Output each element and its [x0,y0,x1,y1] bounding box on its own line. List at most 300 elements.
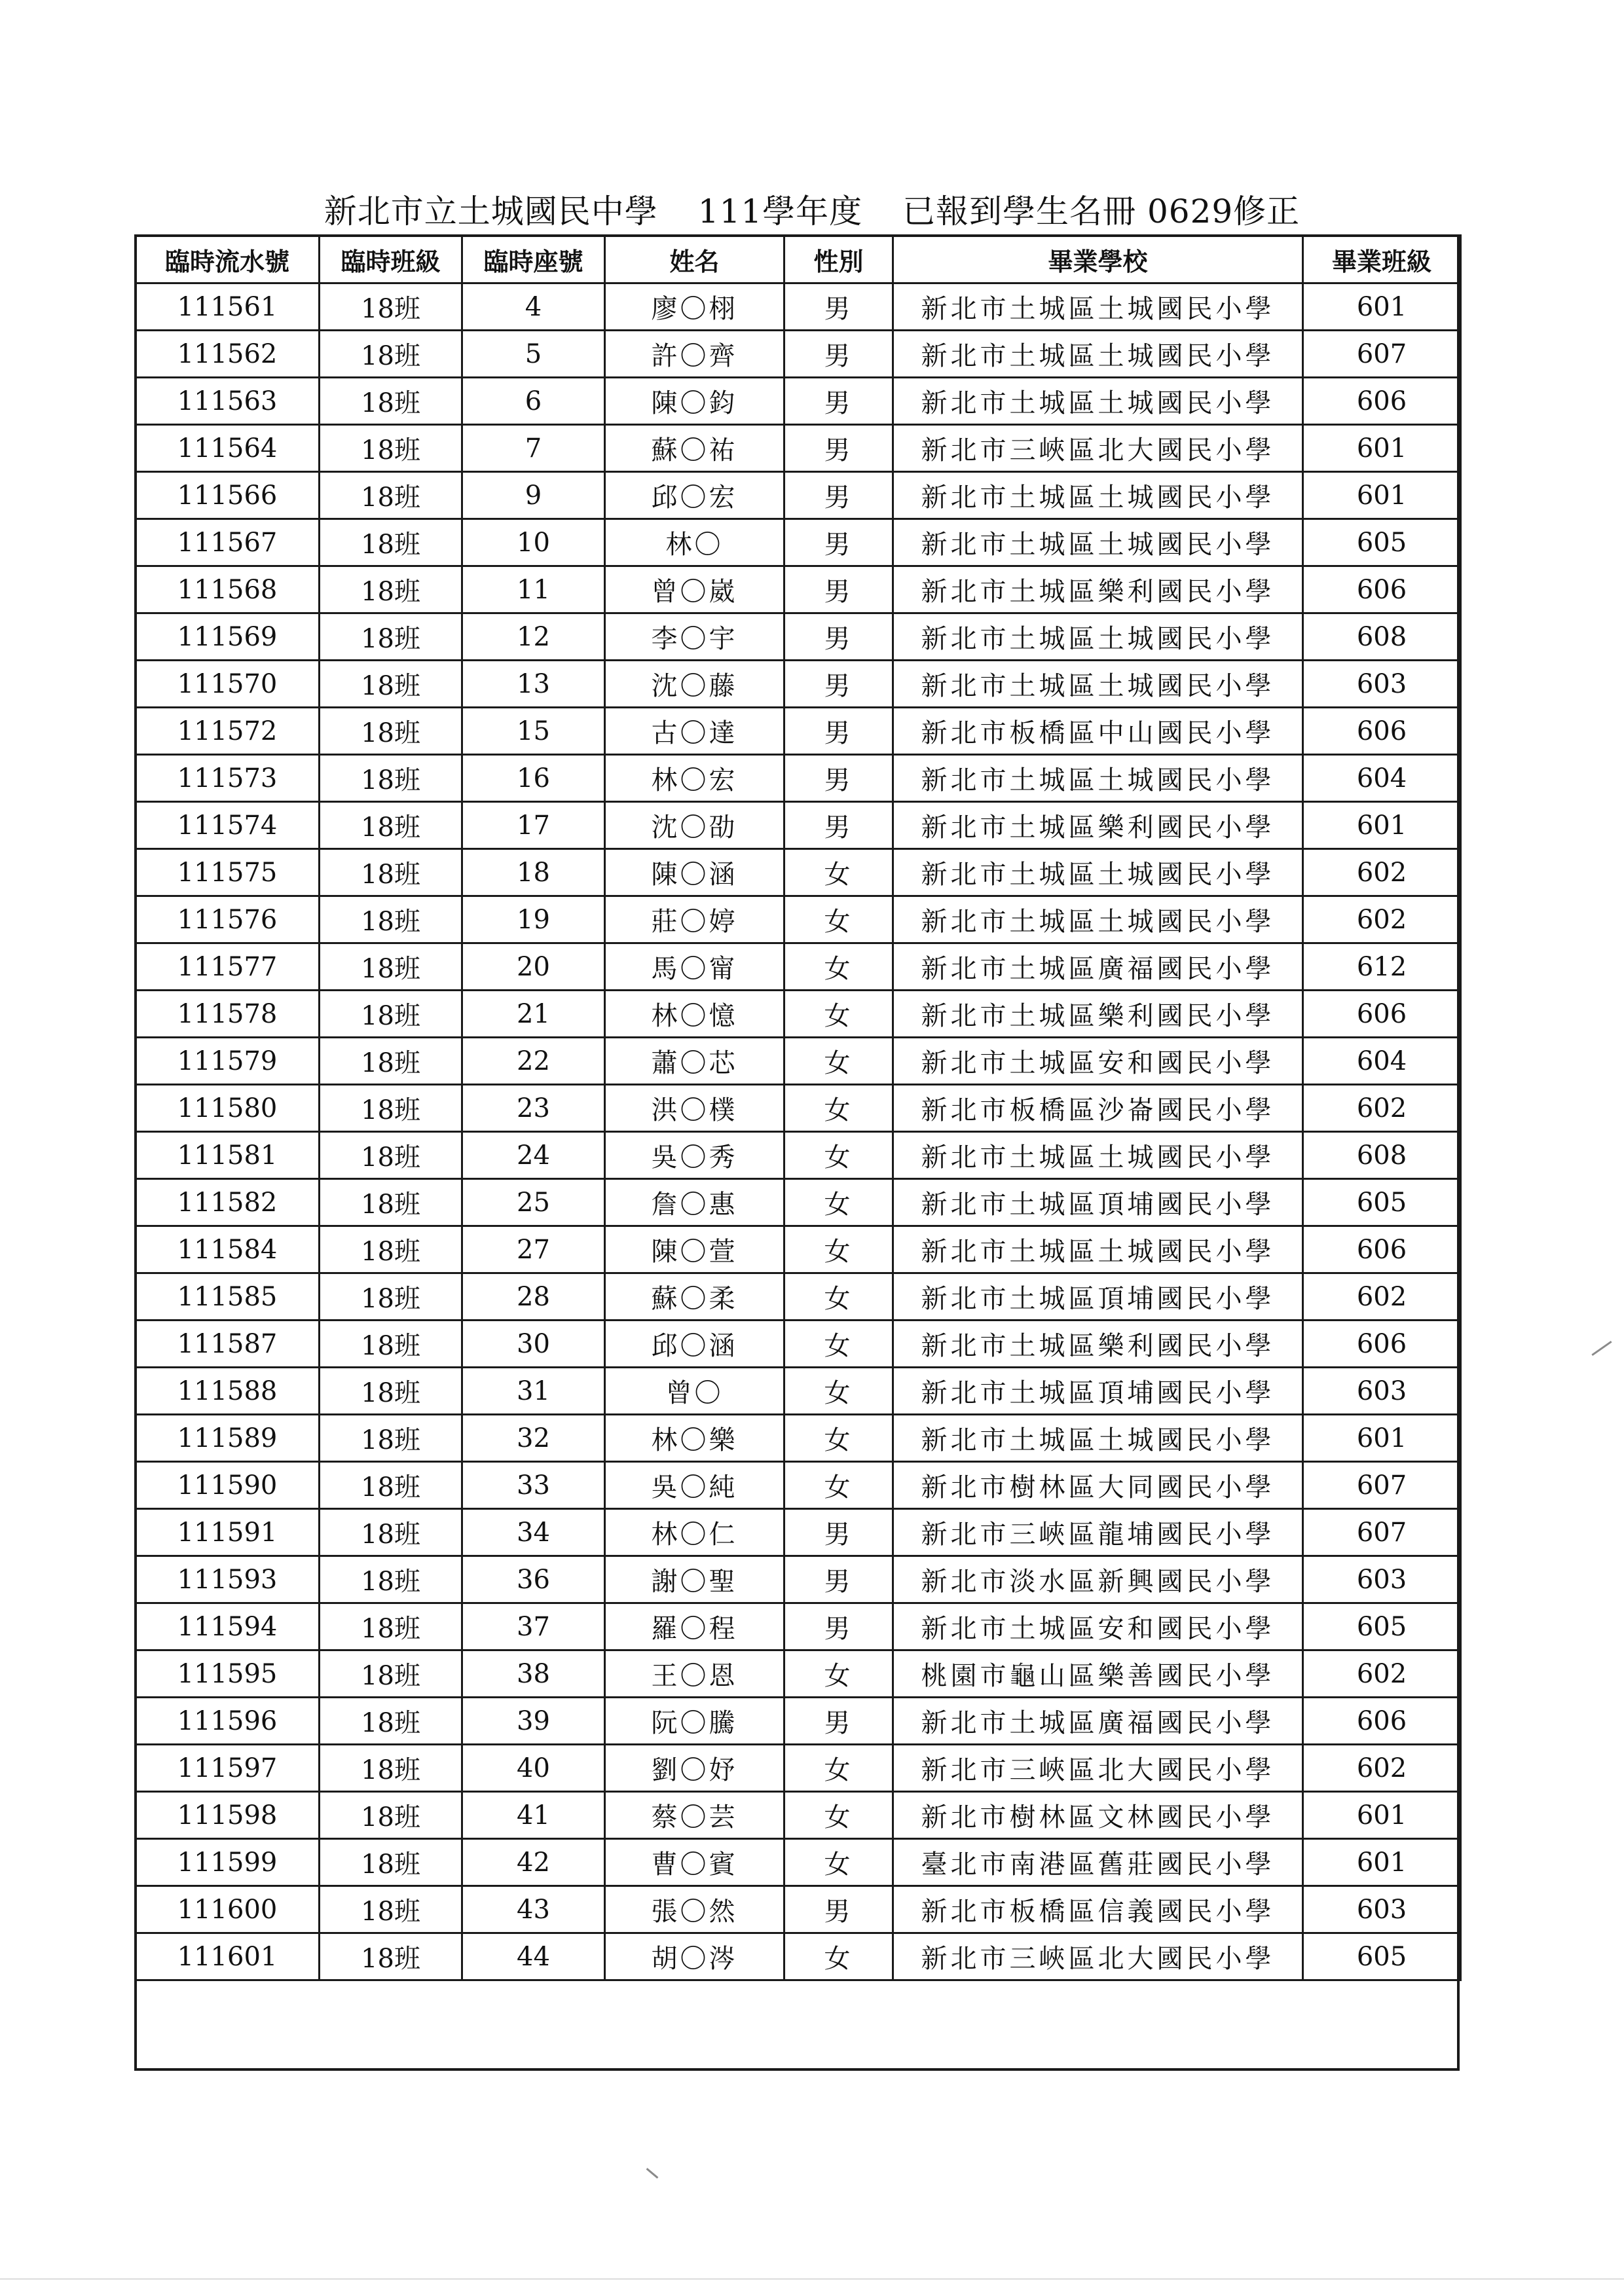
cell-seat-number: 10 [462,519,605,566]
cell-name: 洪〇樸 [605,1085,784,1132]
cell-graduated-school: 新北市土城區樂利國民小學 [893,991,1303,1038]
cell-graduated-school: 新北市土城區土城國民小學 [893,755,1303,802]
cell-graduated-class: 604 [1303,1038,1461,1085]
cell-name: 王〇恩 [605,1650,784,1698]
cell-graduated-class: 607 [1303,1462,1461,1509]
cell-graduated-class: 606 [1303,566,1461,613]
cell-temp-class: 18班 [320,1792,462,1839]
table-row [136,425,1461,472]
cell-name: 李〇宇 [605,613,784,661]
cell-serial-number: 111574 [136,802,320,849]
cell-serial-number: 111588 [136,1368,320,1415]
cell-temp-class: 18班 [320,613,462,661]
cell-name: 曹〇賓 [605,1839,784,1886]
scan-artifact-mark [1591,1341,1612,1356]
cell-gender: 男 [784,1603,893,1650]
cell-graduated-school: 新北市三峽區龍埔國民小學 [893,1509,1303,1556]
cell-temp-class: 18班 [320,1085,462,1132]
cell-gender: 女 [784,1650,893,1698]
cell-temp-class: 18班 [320,1415,462,1462]
table-row [136,613,1461,661]
cell-graduated-school: 新北市土城區土城國民小學 [893,472,1303,519]
cell-serial-number: 111598 [136,1792,320,1839]
cell-serial-number: 111580 [136,1085,320,1132]
cell-name: 謝〇聖 [605,1556,784,1603]
cell-name: 蔡〇芸 [605,1792,784,1839]
table-row [136,1509,1461,1556]
cell-seat-number: 23 [462,1085,605,1132]
cell-seat-number: 12 [462,613,605,661]
cell-graduated-school: 新北市土城區土城國民小學 [893,378,1303,425]
cell-gender: 男 [784,755,893,802]
cell-graduated-school: 新北市板橋區中山國民小學 [893,708,1303,755]
cell-graduated-school: 新北市淡水區新興國民小學 [893,1556,1303,1603]
cell-gender: 男 [784,472,893,519]
cell-seat-number: 30 [462,1321,605,1368]
cell-temp-class: 18班 [320,1462,462,1509]
cell-graduated-school: 新北市樹林區大同國民小學 [893,1462,1303,1509]
cell-seat-number: 39 [462,1698,605,1745]
cell-graduated-class: 606 [1303,991,1461,1038]
cell-serial-number: 111573 [136,755,320,802]
cell-temp-class: 18班 [320,1933,462,1980]
cell-serial-number: 111579 [136,1038,320,1085]
header-serial-number: 臨時流水號 [136,236,320,283]
cell-temp-class: 18班 [320,378,462,425]
cell-temp-class: 18班 [320,425,462,472]
table-row [136,661,1461,708]
cell-temp-class: 18班 [320,331,462,378]
table-row [136,283,1461,331]
header-row [136,236,1461,283]
cell-name: 林〇仁 [605,1509,784,1556]
table-row [136,1273,1461,1321]
cell-serial-number: 111576 [136,896,320,943]
cell-name: 林〇憶 [605,991,784,1038]
cell-graduated-school: 新北市土城區土城國民小學 [893,1132,1303,1179]
table-row [136,1132,1461,1179]
cell-graduated-school: 新北市土城區樂利國民小學 [893,1321,1303,1368]
cell-graduated-class: 602 [1303,896,1461,943]
cell-serial-number: 111601 [136,1933,320,1980]
cell-serial-number: 111569 [136,613,320,661]
cell-gender: 男 [784,283,893,331]
table-row [136,896,1461,943]
table-header [136,236,1461,283]
cell-seat-number: 13 [462,661,605,708]
cell-serial-number: 111597 [136,1745,320,1792]
cell-gender: 男 [784,708,893,755]
table-row [136,1226,1461,1273]
cell-seat-number: 11 [462,566,605,613]
cell-serial-number: 111577 [136,943,320,991]
cell-seat-number: 24 [462,1132,605,1179]
table-row [136,802,1461,849]
cell-seat-number: 15 [462,708,605,755]
cell-graduated-school: 桃園市龜山區樂善國民小學 [893,1650,1303,1698]
cell-temp-class: 18班 [320,1273,462,1321]
cell-seat-number: 19 [462,896,605,943]
cell-seat-number: 27 [462,1226,605,1273]
cell-name: 陳〇萱 [605,1226,784,1273]
cell-gender: 女 [784,1415,893,1462]
cell-temp-class: 18班 [320,1650,462,1698]
cell-graduated-school: 新北市土城區土城國民小學 [893,519,1303,566]
cell-graduated-school: 新北市土城區樂利國民小學 [893,566,1303,613]
cell-graduated-school: 新北市土城區頂埔國民小學 [893,1368,1303,1415]
cell-temp-class: 18班 [320,943,462,991]
cell-graduated-class: 603 [1303,1368,1461,1415]
cell-graduated-class: 612 [1303,943,1461,991]
cell-name: 廖〇栩 [605,283,784,331]
cell-graduated-school: 新北市土城區安和國民小學 [893,1603,1303,1650]
cell-temp-class: 18班 [320,849,462,896]
table-row [136,708,1461,755]
table-row [136,1415,1461,1462]
cell-serial-number: 111562 [136,331,320,378]
cell-name: 邱〇涵 [605,1321,784,1368]
table-row [136,1038,1461,1085]
cell-seat-number: 36 [462,1556,605,1603]
cell-serial-number: 111582 [136,1179,320,1226]
cell-name: 阮〇騰 [605,1698,784,1745]
cell-graduated-school: 新北市土城區土城國民小學 [893,1415,1303,1462]
cell-name: 沈〇藤 [605,661,784,708]
cell-name: 林〇樂 [605,1415,784,1462]
cell-seat-number: 22 [462,1038,605,1085]
cell-name: 蕭〇芯 [605,1038,784,1085]
table-row [136,1556,1461,1603]
cell-temp-class: 18班 [320,708,462,755]
cell-temp-class: 18班 [320,1839,462,1886]
cell-graduated-class: 606 [1303,708,1461,755]
cell-name: 莊〇婷 [605,896,784,943]
cell-temp-class: 18班 [320,802,462,849]
cell-temp-class: 18班 [320,1556,462,1603]
cell-gender: 男 [784,802,893,849]
cell-name: 陳〇涵 [605,849,784,896]
cell-graduated-class: 601 [1303,1792,1461,1839]
scan-edge-line [0,2278,1624,2280]
cell-serial-number: 111600 [136,1886,320,1933]
cell-gender: 男 [784,519,893,566]
cell-seat-number: 7 [462,425,605,472]
cell-temp-class: 18班 [320,1886,462,1933]
cell-graduated-school: 新北市土城區頂埔國民小學 [893,1179,1303,1226]
cell-name: 蘇〇柔 [605,1273,784,1321]
cell-graduated-class: 603 [1303,661,1461,708]
title-school-name: 新北市立土城國民中學 [323,192,658,230]
cell-graduated-class: 601 [1303,472,1461,519]
cell-gender: 女 [784,896,893,943]
cell-gender: 女 [784,1933,893,1980]
cell-temp-class: 18班 [320,1132,462,1179]
table-row [136,1933,1461,1980]
cell-name: 詹〇惠 [605,1179,784,1226]
cell-name: 曾〇 [605,1368,784,1415]
cell-graduated-school: 新北市土城區安和國民小學 [893,1038,1303,1085]
cell-serial-number: 111575 [136,849,320,896]
cell-seat-number: 40 [462,1745,605,1792]
cell-graduated-class: 601 [1303,425,1461,472]
table-row [136,991,1461,1038]
cell-seat-number: 32 [462,1415,605,1462]
cell-graduated-class: 602 [1303,1745,1461,1792]
cell-temp-class: 18班 [320,991,462,1038]
cell-name: 古〇達 [605,708,784,755]
cell-graduated-class: 603 [1303,1556,1461,1603]
cell-temp-class: 18班 [320,1038,462,1085]
cell-name: 胡〇涔 [605,1933,784,1980]
cell-seat-number: 6 [462,378,605,425]
cell-name: 馬〇甯 [605,943,784,991]
cell-seat-number: 16 [462,755,605,802]
table-row [136,1368,1461,1415]
cell-seat-number: 21 [462,991,605,1038]
cell-gender: 男 [784,661,893,708]
cell-gender: 女 [784,1792,893,1839]
table-row [136,331,1461,378]
cell-gender: 女 [784,991,893,1038]
cell-graduated-class: 602 [1303,1085,1461,1132]
cell-graduated-class: 601 [1303,283,1461,331]
cell-graduated-school: 新北市土城區廣福國民小學 [893,1698,1303,1745]
cell-graduated-class: 601 [1303,802,1461,849]
cell-graduated-school: 新北市樹林區文林國民小學 [893,1792,1303,1839]
cell-serial-number: 111595 [136,1650,320,1698]
cell-temp-class: 18班 [320,1179,462,1226]
table-row [136,849,1461,896]
cell-serial-number: 111587 [136,1321,320,1368]
cell-serial-number: 111564 [136,425,320,472]
document-title [134,189,1490,234]
cell-graduated-school: 新北市土城區土城國民小學 [893,849,1303,896]
cell-serial-number: 111599 [136,1839,320,1886]
table-row [136,378,1461,425]
header-graduated-school: 畢業學校 [893,236,1303,283]
table-row [136,943,1461,991]
cell-serial-number: 111581 [136,1132,320,1179]
cell-graduated-class: 605 [1303,1179,1461,1226]
cell-gender: 女 [784,943,893,991]
cell-gender: 女 [784,1368,893,1415]
cell-serial-number: 111570 [136,661,320,708]
cell-serial-number: 111563 [136,378,320,425]
table-row [136,1698,1461,1745]
cell-graduated-class: 605 [1303,519,1461,566]
cell-name: 張〇然 [605,1886,784,1933]
cell-graduated-school: 新北市三峽區北大國民小學 [893,1933,1303,1980]
cell-seat-number: 18 [462,849,605,896]
cell-graduated-school: 新北市板橋區沙崙國民小學 [893,1085,1303,1132]
cell-name: 劉〇妤 [605,1745,784,1792]
cell-graduated-class: 602 [1303,849,1461,896]
table-row [136,1603,1461,1650]
cell-graduated-school: 新北市土城區廣福國民小學 [893,943,1303,991]
cell-graduated-school: 臺北市南港區舊莊國民小學 [893,1839,1303,1886]
cell-serial-number: 111585 [136,1273,320,1321]
table-row [136,1462,1461,1509]
cell-name: 蘇〇祐 [605,425,784,472]
cell-gender: 女 [784,1273,893,1321]
header-graduated-class: 畢業班級 [1303,236,1461,283]
cell-name: 許〇齊 [605,331,784,378]
cell-graduated-school: 新北市三峽區北大國民小學 [893,1745,1303,1792]
scan-artifact-mark [646,2168,659,2178]
cell-graduated-school: 新北市土城區土城國民小學 [893,896,1303,943]
cell-name: 林〇宏 [605,755,784,802]
cell-seat-number: 9 [462,472,605,519]
cell-serial-number: 111578 [136,991,320,1038]
cell-temp-class: 18班 [320,519,462,566]
header-name: 姓名 [605,236,784,283]
cell-serial-number: 111596 [136,1698,320,1745]
cell-temp-class: 18班 [320,755,462,802]
cell-temp-class: 18班 [320,283,462,331]
cell-gender: 女 [784,1321,893,1368]
cell-serial-number: 111590 [136,1462,320,1509]
cell-seat-number: 17 [462,802,605,849]
cell-gender: 女 [784,849,893,896]
cell-graduated-class: 606 [1303,1698,1461,1745]
cell-serial-number: 111593 [136,1556,320,1603]
cell-graduated-class: 601 [1303,1415,1461,1462]
cell-serial-number: 111561 [136,283,320,331]
cell-gender: 男 [784,425,893,472]
cell-seat-number: 41 [462,1792,605,1839]
student-roster-table [134,234,1462,1981]
cell-name: 邱〇宏 [605,472,784,519]
table-row [136,1085,1461,1132]
cell-graduated-class: 606 [1303,1321,1461,1368]
cell-gender: 男 [784,613,893,661]
cell-gender: 女 [784,1462,893,1509]
cell-serial-number: 111572 [136,708,320,755]
cell-graduated-class: 602 [1303,1650,1461,1698]
cell-gender: 女 [784,1745,893,1792]
cell-gender: 女 [784,1132,893,1179]
cell-graduated-class: 608 [1303,1132,1461,1179]
cell-graduated-class: 607 [1303,331,1461,378]
cell-gender: 女 [784,1839,893,1886]
cell-graduated-class: 608 [1303,613,1461,661]
cell-seat-number: 38 [462,1650,605,1698]
cell-graduated-class: 606 [1303,378,1461,425]
table-row [136,1321,1461,1368]
cell-temp-class: 18班 [320,1321,462,1368]
table-row [136,1179,1461,1226]
cell-name: 沈〇劭 [605,802,784,849]
cell-serial-number: 111584 [136,1226,320,1273]
cell-serial-number: 111566 [136,472,320,519]
cell-seat-number: 25 [462,1179,605,1226]
cell-gender: 女 [784,1226,893,1273]
cell-seat-number: 37 [462,1603,605,1650]
cell-gender: 男 [784,566,893,613]
cell-temp-class: 18班 [320,472,462,519]
title-roster-name: 已報到學生名冊 0629修正 [902,192,1301,230]
cell-graduated-class: 606 [1303,1226,1461,1273]
cell-temp-class: 18班 [320,1603,462,1650]
cell-gender: 男 [784,1556,893,1603]
cell-seat-number: 31 [462,1368,605,1415]
cell-gender: 女 [784,1038,893,1085]
cell-name: 吳〇秀 [605,1132,784,1179]
cell-seat-number: 42 [462,1839,605,1886]
cell-graduated-class: 601 [1303,1839,1461,1886]
table-row [136,519,1461,566]
cell-gender: 男 [784,331,893,378]
cell-gender: 男 [784,1698,893,1745]
cell-graduated-school: 新北市土城區土城國民小學 [893,661,1303,708]
cell-temp-class: 18班 [320,661,462,708]
cell-temp-class: 18班 [320,1745,462,1792]
cell-graduated-class: 607 [1303,1509,1461,1556]
cell-graduated-school: 新北市土城區土城國民小學 [893,1226,1303,1273]
cell-temp-class: 18班 [320,566,462,613]
cell-graduated-school: 新北市土城區土城國民小學 [893,613,1303,661]
table-row [136,1839,1461,1886]
title-school-year: 111學年度 [697,192,863,230]
cell-name: 林〇 [605,519,784,566]
cell-graduated-class: 602 [1303,1273,1461,1321]
cell-gender: 女 [784,1179,893,1226]
cell-seat-number: 4 [462,283,605,331]
cell-gender: 男 [784,1886,893,1933]
cell-temp-class: 18班 [320,1509,462,1556]
cell-graduated-class: 604 [1303,755,1461,802]
header-seat-number: 臨時座號 [462,236,605,283]
cell-seat-number: 28 [462,1273,605,1321]
cell-graduated-school: 新北市土城區樂利國民小學 [893,802,1303,849]
header-temp-class: 臨時班級 [320,236,462,283]
table-row [136,1745,1461,1792]
cell-gender: 男 [784,1509,893,1556]
cell-gender: 女 [784,1085,893,1132]
cell-seat-number: 43 [462,1886,605,1933]
header-gender: 性別 [784,236,893,283]
cell-serial-number: 111594 [136,1603,320,1650]
cell-seat-number: 5 [462,331,605,378]
cell-serial-number: 111567 [136,519,320,566]
cell-temp-class: 18班 [320,896,462,943]
cell-serial-number: 111568 [136,566,320,613]
cell-name: 曾〇崴 [605,566,784,613]
table-row [136,1792,1461,1839]
cell-temp-class: 18班 [320,1368,462,1415]
cell-seat-number: 20 [462,943,605,991]
cell-graduated-school: 新北市土城區土城國民小學 [893,331,1303,378]
table-row [136,1650,1461,1698]
cell-name: 陳〇鈞 [605,378,784,425]
cell-graduated-school: 新北市三峽區北大國民小學 [893,425,1303,472]
cell-graduated-school: 新北市土城區頂埔國民小學 [893,1273,1303,1321]
cell-graduated-class: 603 [1303,1886,1461,1933]
table-row [136,755,1461,802]
cell-name: 羅〇程 [605,1603,784,1650]
cell-graduated-school: 新北市土城區土城國民小學 [893,283,1303,331]
cell-gender: 男 [784,378,893,425]
cell-graduated-school: 新北市板橋區信義國民小學 [893,1886,1303,1933]
cell-temp-class: 18班 [320,1226,462,1273]
cell-name: 吳〇純 [605,1462,784,1509]
cell-seat-number: 44 [462,1933,605,1980]
table-body [136,283,1461,1980]
cell-serial-number: 111589 [136,1415,320,1462]
table-row [136,472,1461,519]
table-row [136,1886,1461,1933]
cell-graduated-class: 605 [1303,1933,1461,1980]
